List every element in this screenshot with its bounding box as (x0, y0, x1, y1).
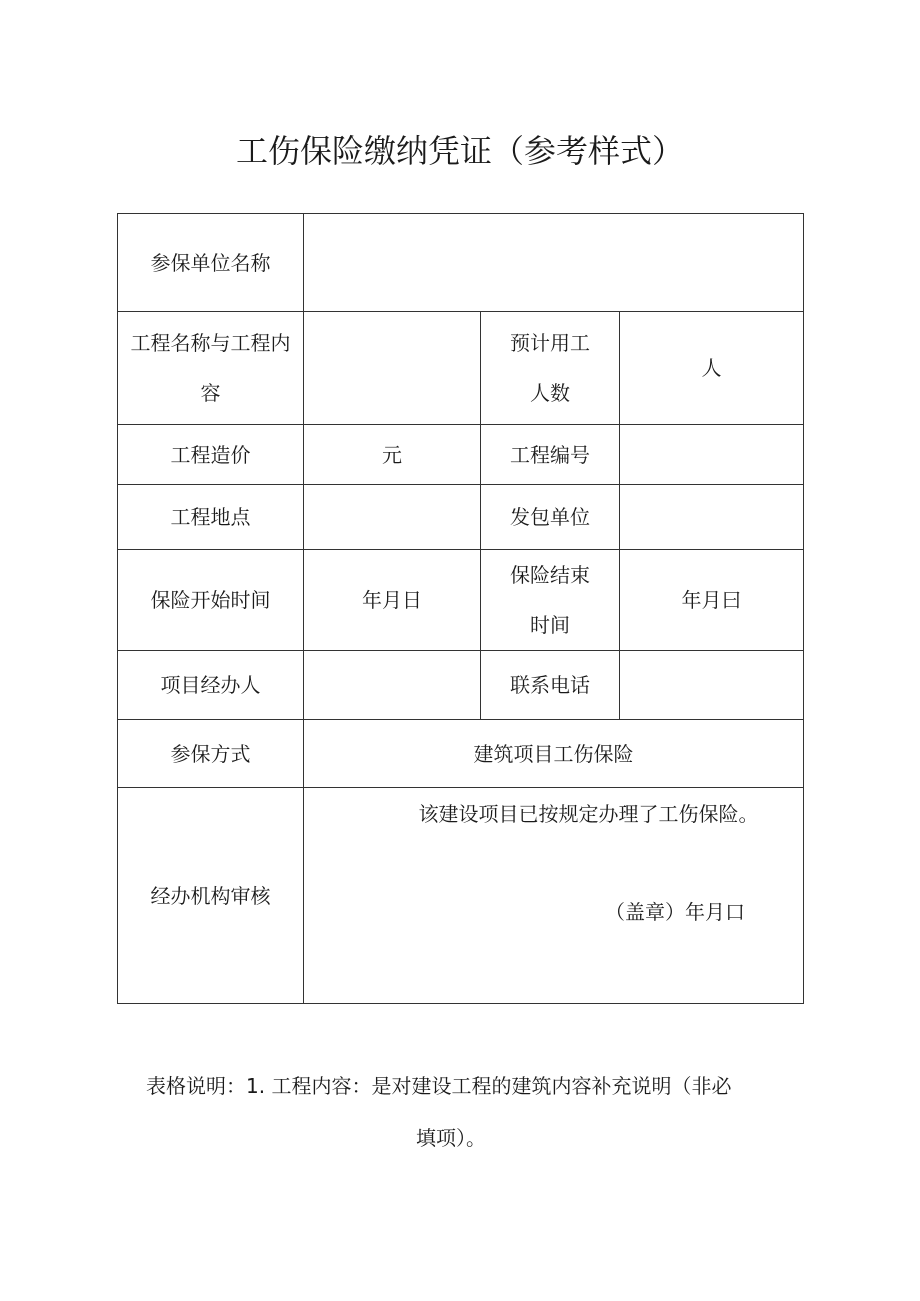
table-note (146, 1060, 786, 1164)
handler-label: 项目经办人 (118, 651, 304, 720)
cost-label: 工程造价 (118, 425, 304, 485)
end-label: 保险结束时间 (481, 550, 620, 651)
location-value (304, 485, 481, 550)
row-review (118, 788, 804, 1004)
method-label: 参保方式 (118, 720, 304, 788)
method-value: 建筑项目工伤保险 (304, 720, 804, 788)
location-label: 工程地点 (118, 485, 304, 550)
end-value: 年月曰 (620, 550, 804, 651)
review-seal: （盖章）年月口 (605, 900, 746, 924)
note-line2: 填项）。 (416, 1126, 486, 1150)
review-text: 该建设项目已按规定办理了工伤保险。 (418, 802, 759, 826)
workers-label: 预计用工人数 (481, 312, 620, 425)
row-project-name (118, 312, 804, 425)
workers-unit: 人 (620, 312, 804, 425)
page-title: 工伤保险缴纳凭证（参考样式） (235, 132, 684, 170)
row-period (118, 550, 804, 651)
unit-name-value (304, 214, 804, 312)
project-no-value (620, 425, 804, 485)
start-label: 保险开始时间 (118, 550, 304, 651)
row-method (118, 720, 804, 788)
insurance-form-table (117, 213, 804, 1004)
row-location (118, 485, 804, 550)
project-no-label: 工程编号 (481, 425, 620, 485)
contractor-value (620, 485, 804, 550)
phone-label: 联系电话 (481, 651, 620, 720)
row-handler (118, 651, 804, 720)
row-cost (118, 425, 804, 485)
project-name-label: 工程名称与工程内容 (118, 312, 304, 425)
note-line1: 表格说明：1. 工程内容：是对建设工程的建筑内容补充说明（非必 (146, 1074, 732, 1098)
review-cell (304, 788, 804, 1004)
contractor-label: 发包单位 (481, 485, 620, 550)
start-value: 年月日 (304, 550, 481, 651)
project-name-value (304, 312, 481, 425)
row-unit-name (118, 214, 804, 312)
unit-name-label: 参保单位名称 (118, 214, 304, 312)
handler-value (304, 651, 481, 720)
review-label: 经办机构审核 (118, 788, 304, 1004)
phone-value (620, 651, 804, 720)
cost-unit: 元 (304, 425, 481, 485)
